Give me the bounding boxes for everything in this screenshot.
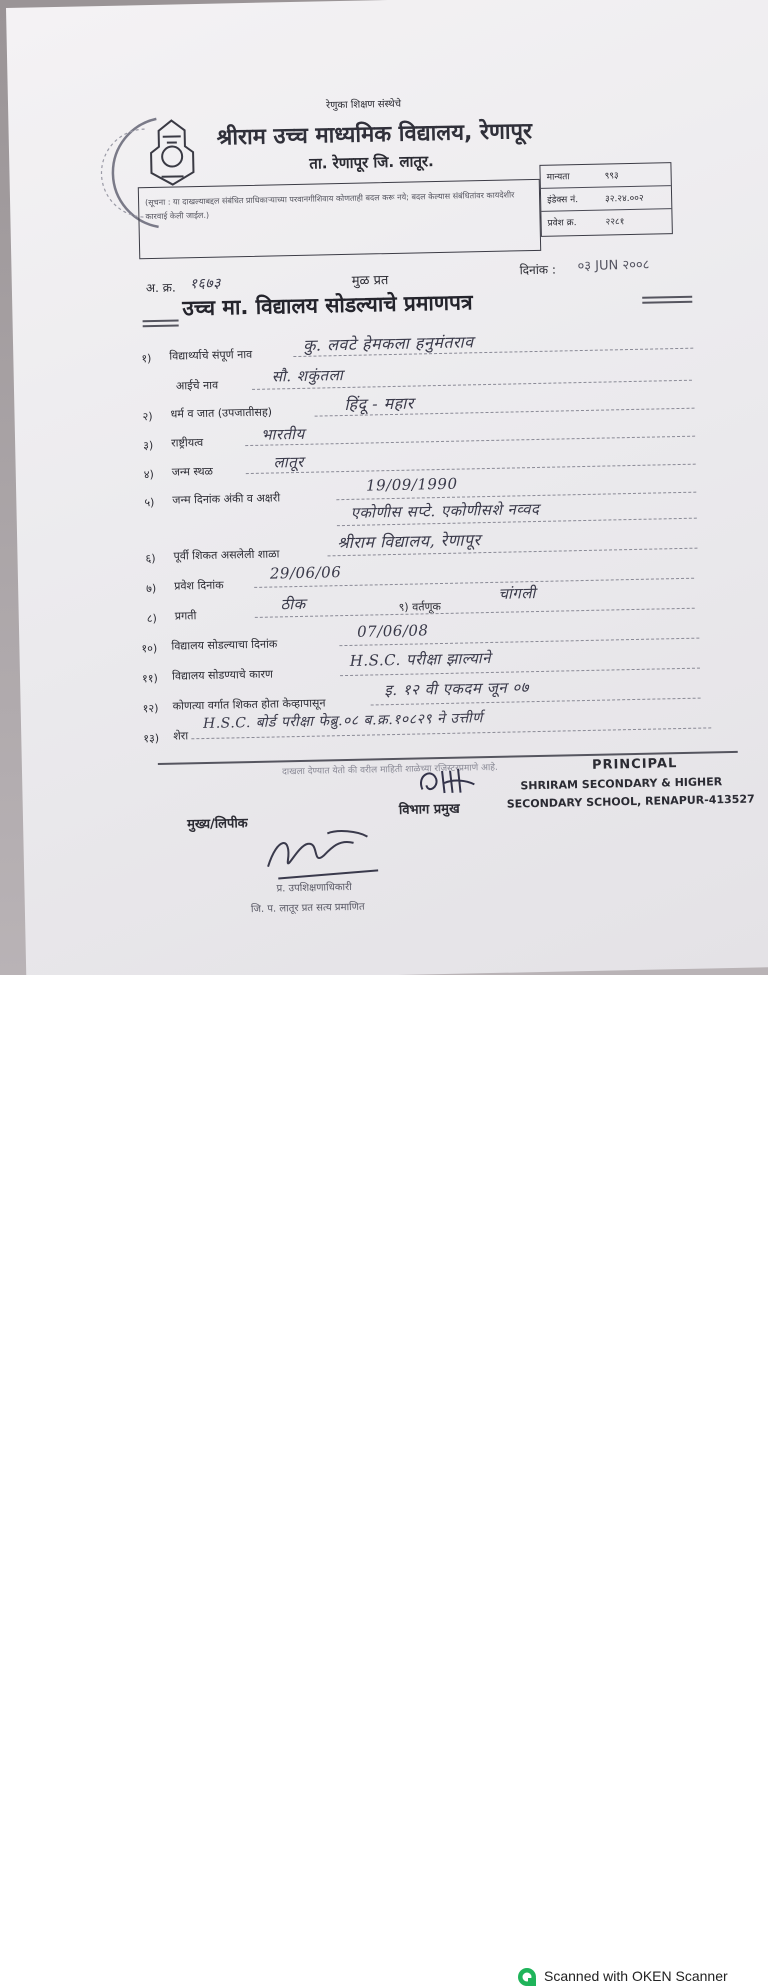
field-8-label: प्रगती [174,609,197,623]
progress-value: ठीक [280,594,306,614]
certify-line: दाखला देण्यात येतो की वरील माहिती शाळेच्या रजिस्टरप्रमाणे आहे. [281,762,498,778]
scanner-badge-text: Scanned with OKEN Scanner [544,1968,728,1984]
field-10-number: १०) [141,641,158,656]
society-name: रेणुका शिक्षण संस्थेचे [326,98,402,112]
head-of-department-label: विभाग प्रमुख [398,801,460,818]
clerk-label: मुख्य/लिपीक [186,816,248,833]
scanned-photo [0,0,768,975]
conduct-value: चांगली [498,584,536,603]
certificate-title: उच्च मा. विद्यालय सोडल्याचे प्रमाणपत्र [182,290,473,321]
instruction-text: (सूचना : या दाखल्याबद्दल संबंधित प्राधिकाऱ्याच्या परवानगीशिवाय कोणताही बदल करू नये; बदल केल्यास संबंधितांवर कायदेशीर कारवाई केली जाईल.) [145,190,515,222]
mother-name: सौ. शकुंतला [271,366,344,386]
field-2-label: धर्म व जात (उपजातीसह) [170,405,273,421]
reg-label-admission: प्रवेश क्र. [547,218,577,229]
attestation-signature [257,824,388,887]
head-signature [414,764,485,799]
date-label: दिनांक : [519,262,557,278]
birth-date-words: एकोणीस सप्टे. एकोणीसशे नव्वद [350,499,540,522]
class-since: इ. १२ वी एकदम जून ०७ [384,678,530,700]
field-5-label: जन्म दिनांक अंकी व अक्षरी [172,491,281,507]
principal-title: PRINCIPAL [591,756,678,773]
reg-value-index: ३२.२४.००२ [605,193,644,205]
certificate-paper [6,0,768,975]
serial-number: १६७३ [189,275,222,293]
attestation-stamp-line2: जि. प. लातूर प्रत सत्य प्रमाणित [250,901,365,916]
religion-caste: हिंदू - महार [344,393,415,414]
field-7-label: प्रवेश दिनांक [174,578,224,593]
reg-label-index: इंडेक्स नं. [547,195,579,206]
field-4-label: जन्म स्थळ [171,464,214,479]
reg-label-approval: मान्यता [546,172,570,183]
remarks: H.S.C. बोर्ड परीक्षा फेब्रु.०८ ब.क्र.१०८२९ ने उत्तीर्ण [202,710,484,733]
issue-date: ०३ JUN २००८ [577,257,650,275]
field-1-label: विद्यार्थ्याचे संपूर्ण नाव [169,347,253,363]
serial-label: अ. क्र. [145,280,176,296]
reg-value-approval: ९९३ [604,171,619,182]
birth-date-digits: 19/09/1990 [365,474,458,495]
principal-school-line1: SHRIRAM SECONDARY & HIGHER [520,775,723,793]
principal-school-line2: SECONDARY SCHOOL, RENAPUR-413527 [506,792,755,811]
student-name: कु. लवटे हेमकला हनुमंतराव [302,332,474,355]
field-11-label: विद्यालय सोडण्याचे कारण [171,667,274,683]
conduct-label: ९) वर्तणूक [398,600,442,614]
leaving-reason: H.S.C. परीक्षा झाल्याने [349,648,492,670]
field-6-label: पूर्वी शिकत असलेली शाळा [173,547,280,563]
attestation-stamp-line1: प्र. उपशिक्षणाधिकारी [276,881,352,895]
field-13-label: शेरा [173,729,189,743]
field-12-number: १२) [142,701,159,716]
field-5-number: ५) [144,496,155,510]
field-13-number: १३) [143,731,160,746]
field-3-label: राष्ट्रीयत्व [171,435,204,450]
field-10-label: विद्यालय सोडल्याचा दिनांक [171,637,278,653]
reg-value-admission: २२८१ [605,217,625,228]
field-7-number: ७) [146,581,157,596]
field-1-number: १) [141,352,152,366]
nationality: भारतीय [260,424,305,444]
scanner-footer [0,975,768,1984]
admission-date: 29/06/06 [269,563,342,583]
birth-place: लातूर [273,452,305,472]
field-11-number: ११) [141,671,158,686]
field-8-number: ८) [146,611,157,626]
field-mother-label: आईचे नाव [175,378,219,393]
field-3-number: ३) [143,439,154,453]
school-name: श्रीराम उच्च माध्यमिक विद्यालय, रेणापूर [216,119,533,151]
oken-scanner-logo-icon [517,1967,537,1987]
field-12-label: कोणत्या वर्गात शिकत होता केव्हापासून [172,696,326,713]
leaving-date: 07/06/08 [356,621,429,641]
instruction-box [138,179,541,259]
registration-box [539,162,672,237]
school-address: ता. रेणापूर जि. लातूर. [309,152,434,173]
field-6-number: ६) [145,551,156,566]
original-copy-label: मुळ प्रत [351,273,389,289]
field-2-number: २) [142,410,153,424]
field-4-number: ४) [143,468,154,482]
previous-school: श्रीराम विद्यालय, रेणापूर [337,530,481,553]
